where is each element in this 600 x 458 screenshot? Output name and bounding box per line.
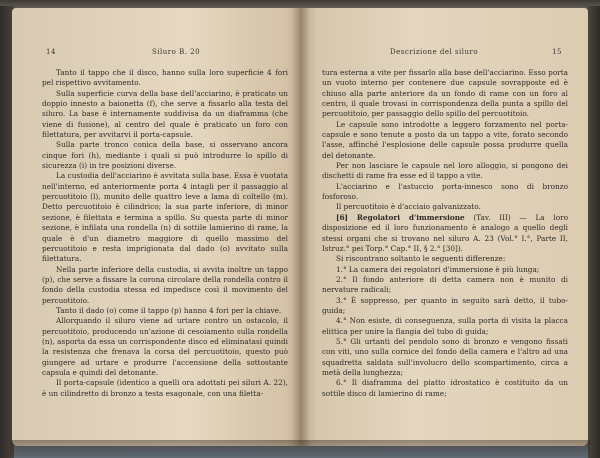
paragraph: Tanto il dado (o) come il tappo (p) hanno 4 fori per la chiave. bbox=[56, 305, 282, 315]
paragraph: La custodia dell'acciarino è avvitata sulla base. Essa è vuotata nell'interno, ed anteriormente porta 4 intagli per il passaggio al percuotitoio (l), munito delle quattro leve a lama di coltello (m). Detto percuotitoio è cilindrico; la sua parte inferiore, di minor sezione, è filettata e termina a spillo. Su questa parte di minor sezione, è infilata una rondella (n) di sottile lamierino di rame, la quale è d'un diametro maggiore di quello massimo del percuotitoio e resta imprigionata dal dado (o) avvitato sulla filettatura. bbox=[42, 171, 288, 264]
paragraph: Allorquando il siluro viene ad urtare contro un ostacolo, il percuotitoio, producendo un'azione di cesoiamento sulla rondella (n), asporta da essa un corrispondente disco ed eliminatasi quindi la resistenza che frenava la corsa del percuotitoio, questo può giungere ad urtare e produrre l'accensione della sottostante capsula e quindi del detonante. bbox=[42, 316, 288, 377]
bottom-shadow bbox=[10, 440, 590, 458]
list-item: 1.° La camera dei regolatori d'immersione è più lunga; bbox=[336, 264, 540, 274]
paragraph: Il percuotitoio è d'acciaio galvanizzato. bbox=[336, 202, 481, 212]
right-page-number: 15 bbox=[552, 48, 562, 56]
left-page-number: 14 bbox=[46, 48, 56, 56]
paragraph: Il porta-capsule (identico a quelli ora adottati pei siluri A. 22), è un cilindretto di bronzo a testa esagonale, con una filetta- bbox=[42, 378, 288, 398]
list-intro: Si riscontrano soltanto le seguenti differenze: bbox=[336, 254, 506, 264]
list-item: 3.° È soppresso, per quanto in seguito sarà detto, il tubo-guida; bbox=[322, 295, 568, 315]
paragraph: Per non lasciare le capsule nel loro alloggio, si pongono dei dischetti di rame fra esse ed il tappo a vite. bbox=[322, 161, 568, 181]
list-item: 4.° Non esiste, di conseguenza, sulla porta di visita la placca elittica per unire la flangia del tubo di guida; bbox=[322, 316, 568, 336]
book-cover-right bbox=[588, 6, 600, 458]
paragraph: tura esterna a vite per fissarlo alla base dell'acciarino. Esso porta un vuoto interno per contenere due capsule sovrapposte ed è chiuso alla parte anteriore da un fondo di rame con un foro al centro, il quale trovasi in corrispondenza della punta a spillo del percuotitoio, per passaggio dello spillo del percuotitoio. bbox=[322, 68, 568, 119]
left-page-body bbox=[42, 68, 288, 399]
left-running-head: Siluro B. 20 bbox=[152, 48, 201, 56]
section-text: (Tav. III) — La loro disposizione ed il loro funzionamento è analogo a quello degli stessi organi che si trovano nel siluro A. 23 (Vol.° I.°, Parte II, Istruz.° pei Torp.° Cap.° II, § 2.° [30]). bbox=[322, 212, 568, 253]
right-page-body bbox=[322, 68, 568, 399]
left-page bbox=[12, 8, 302, 446]
paragraph: Sulla superficie curva della base dell'acciarino, è praticato un doppio innesto a baionetta (f), che serve a fissarlo alla testa del siluro. La base è internamente suddivisa da un diaframma (che viene di fusione), al centro del quale è praticato un foro con filettatura, per avvitarvi il porta-capsule. bbox=[42, 88, 288, 140]
paragraph: L'acciarino e l'astuccio porta-innesco sono di bronzo fosforoso. bbox=[322, 181, 568, 202]
section-heading: [6] Regolatori d'immersione bbox=[336, 212, 465, 222]
list-item: 6.° Il diaframma del piatto idrostatico è costituito da un sottile disco di lamierino di rame; bbox=[322, 378, 568, 398]
right-running-head: Descrizione del siluro bbox=[390, 48, 479, 56]
paragraph: Le capsule sono introdotte a leggero forzamento nel porta-capsule e sono tenute a posto da un tappo a vite, forato secondo l'asse, affinché l'esplosione delle capsule possa produrre quella del detonante. bbox=[322, 119, 568, 160]
list-item: 5.° Gli urtanti del pendolo sono di bronzo e vengono fissati con viti, uno sulla cornice del fondo della camera e l'altro ad una squadretta saldata sull'involucro dello scompartimento, circa a metà della lunghezza; bbox=[322, 336, 568, 377]
section-paragraph bbox=[322, 213, 568, 254]
paragraph: Sulla parte tronco conica della base, si osservano ancora cinque fori (h), mediante i quali si può introdurre lo spillo di sicurezza (i) in tre posizioni diverse. bbox=[42, 140, 288, 171]
book-gutter bbox=[292, 8, 310, 446]
right-page bbox=[300, 8, 588, 446]
paragraph: Tanto il tappo che il disco, hanno sulla loro superficie 4 fori pel rispettivo avvitamento. bbox=[42, 68, 288, 88]
list-item: 2.° Il fondo anteriore di detta camera non è munito di nervature radicali; bbox=[322, 274, 568, 295]
paragraph: Nella parte inferiore della custodia, si avvita inoltre un tappo (p), che serve a fissare la corona circolare della rondella contro il fondo della custodia stessa ed impedisce così il movimento del percuotitoio. bbox=[42, 264, 288, 305]
